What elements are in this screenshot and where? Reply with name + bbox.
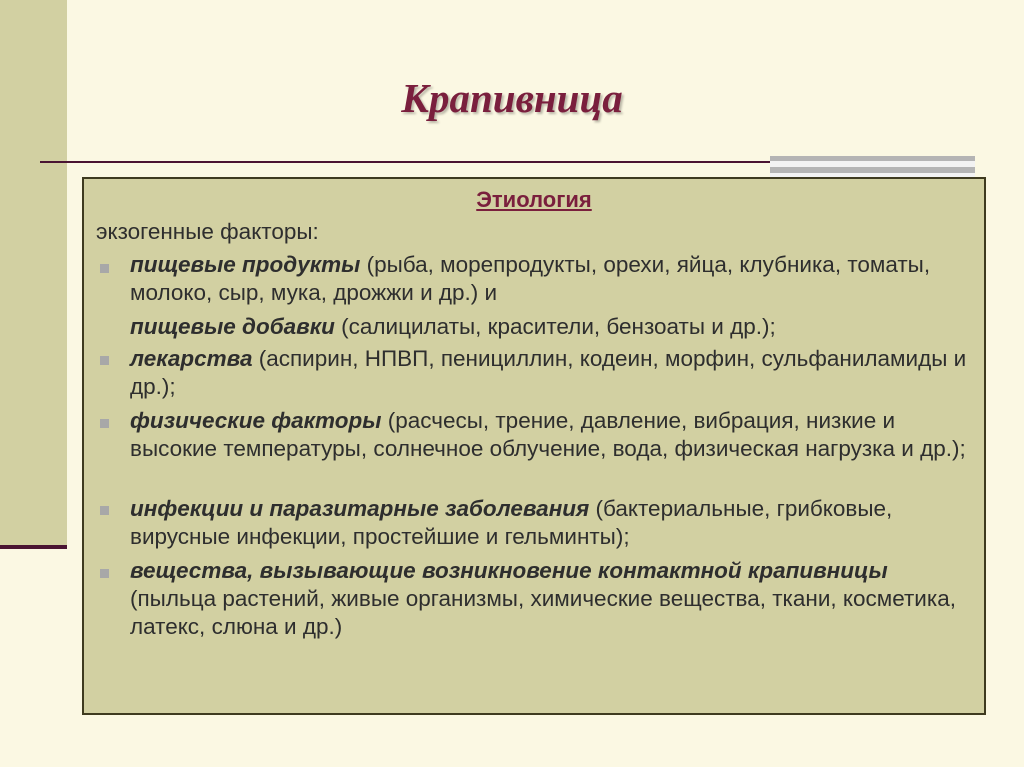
subheading: экзогенные факторы: <box>96 219 319 244</box>
bullet-icon <box>100 356 109 365</box>
item-term: лекарства <box>130 346 253 371</box>
list-item-continuation <box>130 313 980 341</box>
item-text: (салицилаты, красители, бензоаты и др.); <box>334 314 776 339</box>
list-item <box>130 407 980 463</box>
item-term: пищевые продукты <box>130 252 361 277</box>
item-text: (пыльца растений, живые организмы, химические вещества, ткани, косметика, латекс, слюна и др.) <box>130 586 956 639</box>
content-panel <box>82 177 986 715</box>
list-item <box>130 557 980 641</box>
item-term: пищевые добавки <box>130 314 335 339</box>
item-term: вещества, вызывающие возникновение контактной крапивницы <box>130 558 888 583</box>
list-item <box>130 251 980 307</box>
item-text: (расчесы, трение, давление, вибрация, низкие и высокие температуры, солнечное облучение, вода, физическая нагрузка и др.); <box>130 408 966 461</box>
item-text: (аспирин, НПВП, пенициллин, кодеин, морфин, сульфаниламиды и др.); <box>130 346 967 399</box>
bullet-icon <box>100 569 109 578</box>
bullet-icon <box>100 506 109 515</box>
item-term: инфекции и паразитарные заболевания <box>130 496 590 521</box>
slide-title: Крапивница <box>401 75 623 121</box>
item-term: физические факторы <box>130 408 382 433</box>
bullet-icon <box>100 264 109 273</box>
item-text: (рыба, морепродукты, орехи, яйца, клубника, томаты, молоко, сыр, мука, дрожжи и др.) и <box>130 252 931 305</box>
list-item <box>130 345 980 401</box>
section-heading: Этиология <box>476 187 592 212</box>
item-text: (бактериальные, грибковые, вирусные инфекции, простейшие и гельминты); <box>130 496 893 549</box>
list-item <box>130 495 980 551</box>
bullet-icon <box>100 419 109 428</box>
decorative-striped-bar <box>770 156 975 178</box>
left-strip-underline <box>0 545 67 549</box>
